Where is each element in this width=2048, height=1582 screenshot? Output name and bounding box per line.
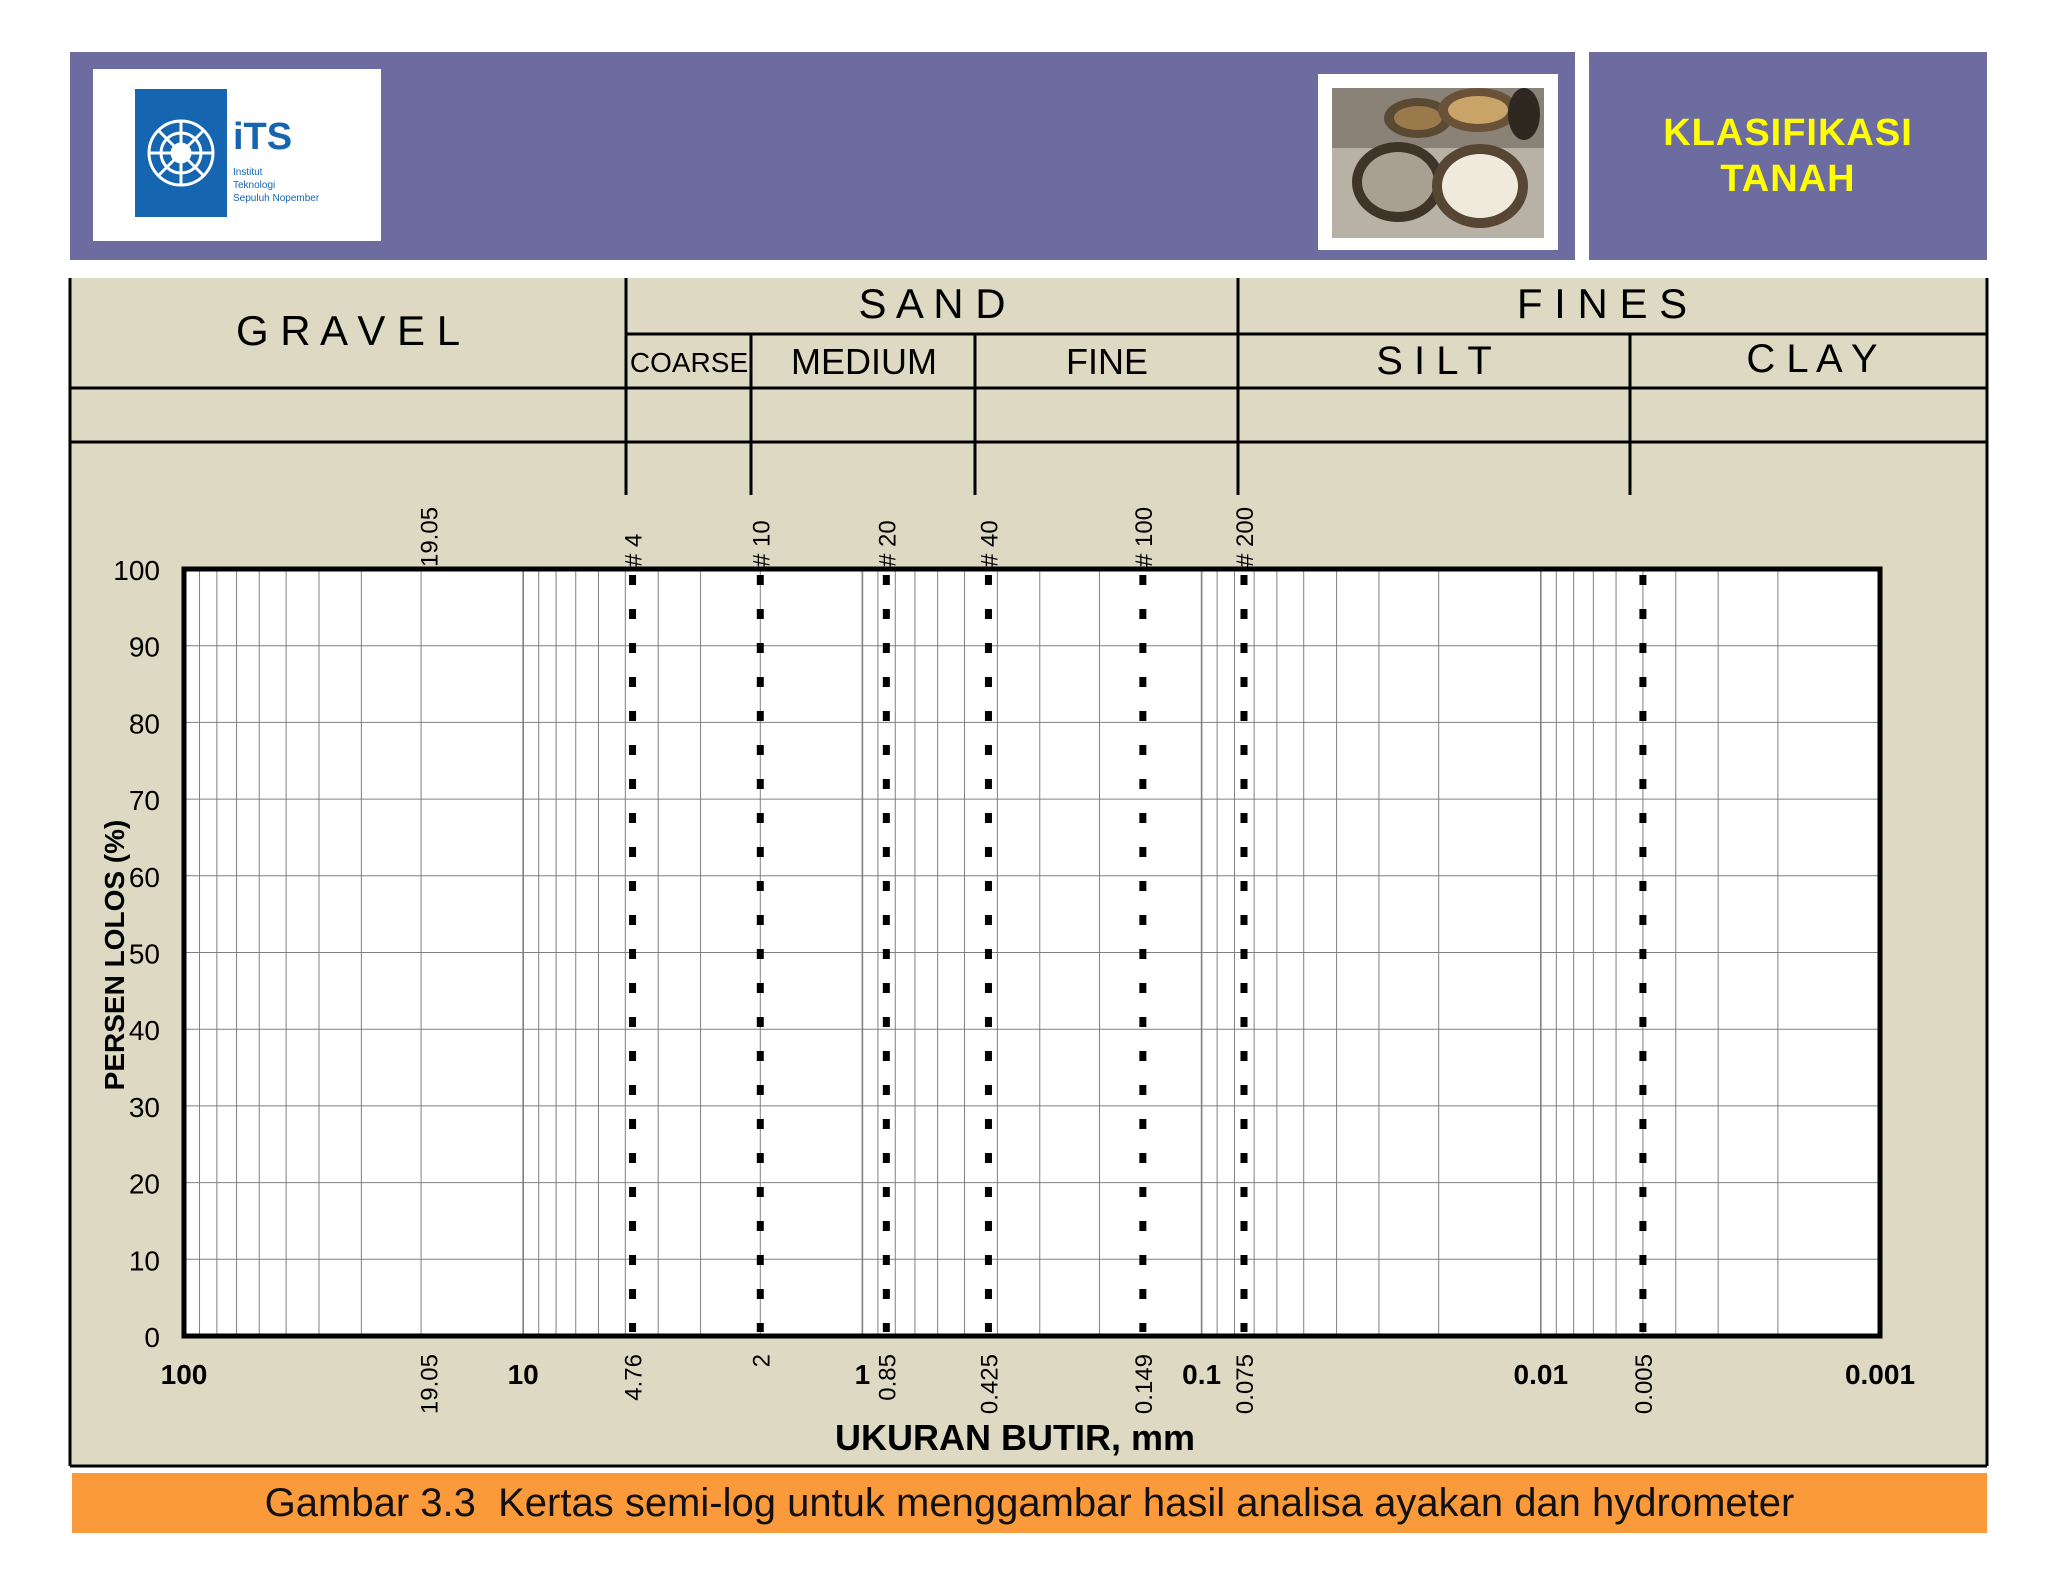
- x-sieve-tick-label: 0.425: [976, 1354, 1004, 1415]
- y-tick-label: 60: [128, 861, 160, 893]
- sieve-number-label: # 4: [620, 533, 648, 567]
- fines-label: F I N E S: [1516, 280, 1688, 327]
- x-major-tick-label: 0.1: [1182, 1359, 1222, 1390]
- x-major-tick-label: 0.01: [1513, 1359, 1569, 1390]
- x-sieve-tick-label: 4.76: [620, 1354, 648, 1401]
- y-tick-label: 50: [128, 938, 160, 970]
- clay-label: C L A Y: [1746, 337, 1878, 381]
- logo-brand: iTS: [233, 116, 293, 158]
- y-tick-label: 70: [128, 785, 160, 817]
- y-tick-label: 100: [113, 555, 160, 586]
- x-major-tick-label: 0.001: [1844, 1359, 1916, 1390]
- y-tick-label: 30: [128, 1091, 160, 1123]
- sieve-labels: [416, 507, 1259, 567]
- y-tick-label: 0: [144, 1322, 160, 1353]
- fine-sand-label: FINE: [1065, 341, 1149, 382]
- y-tick-label: 90: [128, 631, 160, 663]
- logo-line-1: Institut: [233, 167, 263, 178]
- x-sieve-tick-label: 0.85: [874, 1354, 902, 1401]
- y-tick-label: 10: [128, 1245, 160, 1277]
- silt-label: S I L T: [1376, 339, 1492, 383]
- sieve-number-label: # 200: [1231, 506, 1259, 567]
- sieve-number-label: # 20: [874, 520, 902, 567]
- logo-line-3: Sepuluh Nopember: [233, 193, 320, 204]
- x-tick-labels: [161, 1354, 1915, 1414]
- x-major-tick-label: 10: [507, 1359, 539, 1390]
- x-axis-title: UKURAN BUTIR, mm: [835, 1417, 1195, 1458]
- x-sieve-tick-label: 0.075: [1231, 1354, 1259, 1415]
- x-sieve-tick-label: 0.005: [1630, 1354, 1658, 1415]
- x-sieve-tick-label: 2: [748, 1354, 776, 1368]
- figure-caption: [72, 1473, 1987, 1533]
- caption-text: Gambar 3.3 Kertas semi-log untuk menggambar hasil analisa ayakan dan hydrometer: [264, 1480, 1795, 1525]
- y-tick-label: 20: [128, 1168, 160, 1200]
- sieve-number-label: # 40: [976, 520, 1004, 567]
- x-major-tick-label: 100: [160, 1359, 208, 1390]
- sieve-number-label: 19.05: [416, 506, 444, 567]
- logo-line-2: Teknologi: [233, 180, 276, 191]
- x-major-tick-label: 1: [854, 1359, 871, 1390]
- x-sieve-tick-label: 0.149: [1130, 1354, 1158, 1415]
- coarse-sand-label: COARSE: [629, 347, 749, 378]
- sieve-number-label: # 100: [1130, 506, 1158, 567]
- sieve-number-label: # 10: [748, 520, 776, 567]
- medium-sand-label: MEDIUM: [791, 341, 937, 382]
- y-tick-label: 40: [128, 1015, 160, 1047]
- gravel-label: G R A V E L: [235, 307, 461, 354]
- sand-label: S A N D: [858, 280, 1006, 327]
- x-sieve-tick-label: 19.05: [416, 1354, 444, 1415]
- y-axis-title: PERSEN LOLOS (%): [99, 819, 130, 1091]
- side-title: KLASIFIKASI TANAH: [1663, 112, 1913, 200]
- y-tick-label: 80: [128, 708, 160, 740]
